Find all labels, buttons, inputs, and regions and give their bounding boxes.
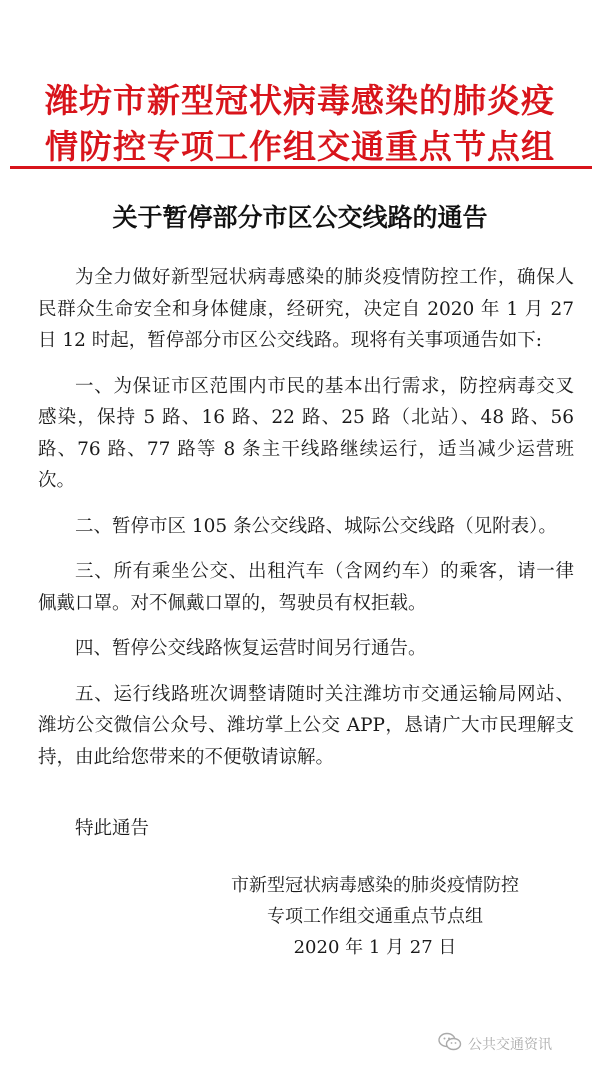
signature-org-line-1: 市新型冠状病毒感染的肺炎疫情防控: [231, 875, 519, 896]
wechat-icon: [438, 1032, 462, 1056]
watermark-text: 公共交通资讯: [468, 1037, 552, 1053]
red-divider: [10, 166, 592, 169]
header-line-2: 情防控专项工作组交通重点节点组: [45, 127, 555, 166]
item-paragraph-1: 一、为保证市区范围内市民的基本出行需求，防控病毒交叉感染，保持 5 路、16 路、22 路、25 路（北站）、48 路、56 路、76 路、77 路等 8 条主干线路继续运行，适当减少运营班次。: [38, 375, 574, 491]
item-paragraph-4: 四、暂停公交线路恢复运营时间另行通告。: [75, 638, 427, 659]
item-paragraph-3: 三、所有乘坐公交、出租汽车（含网约车）的乘客，请一律佩戴口罩。对不佩戴口罩的，驾驶员有权拒载。: [38, 561, 574, 614]
header-line-1: 潍坊市新型冠状病毒感染的肺炎疫: [45, 81, 555, 120]
closing-line: 特此通告: [75, 818, 150, 839]
notice-body: [38, 262, 574, 773]
signature-org-line-2: 专项工作组交通重点节点组: [267, 906, 483, 927]
notice-title: 关于暂停部分市区公交线路的通告: [112, 203, 488, 232]
signature-block: [200, 870, 550, 963]
watermark: [438, 1032, 552, 1056]
intro-paragraph: 为全力做好新型冠状病毒感染的肺炎疫情防控工作，确保人民群众生命安全和身体健康，经研究，决定自 2020 年 1 月 27 日 12 时起，暂停部分市区公交线路。现将有关事项通告如下:: [38, 267, 574, 351]
signature-date: 2020 年 1 月 27 日: [293, 937, 457, 958]
document-header: [0, 78, 600, 170]
item-paragraph-5: 五、运行线路班次调整请随时关注潍坊市交通运输局网站、潍坊公交微信公众号、潍坊掌上公交 APP，恳请广大市民理解支持，由此给您带来的不便敬请谅解。: [38, 683, 574, 768]
item-paragraph-2: 二、暂停市区 105 条公交线路、城际公交线路（见附表）。: [75, 515, 557, 537]
